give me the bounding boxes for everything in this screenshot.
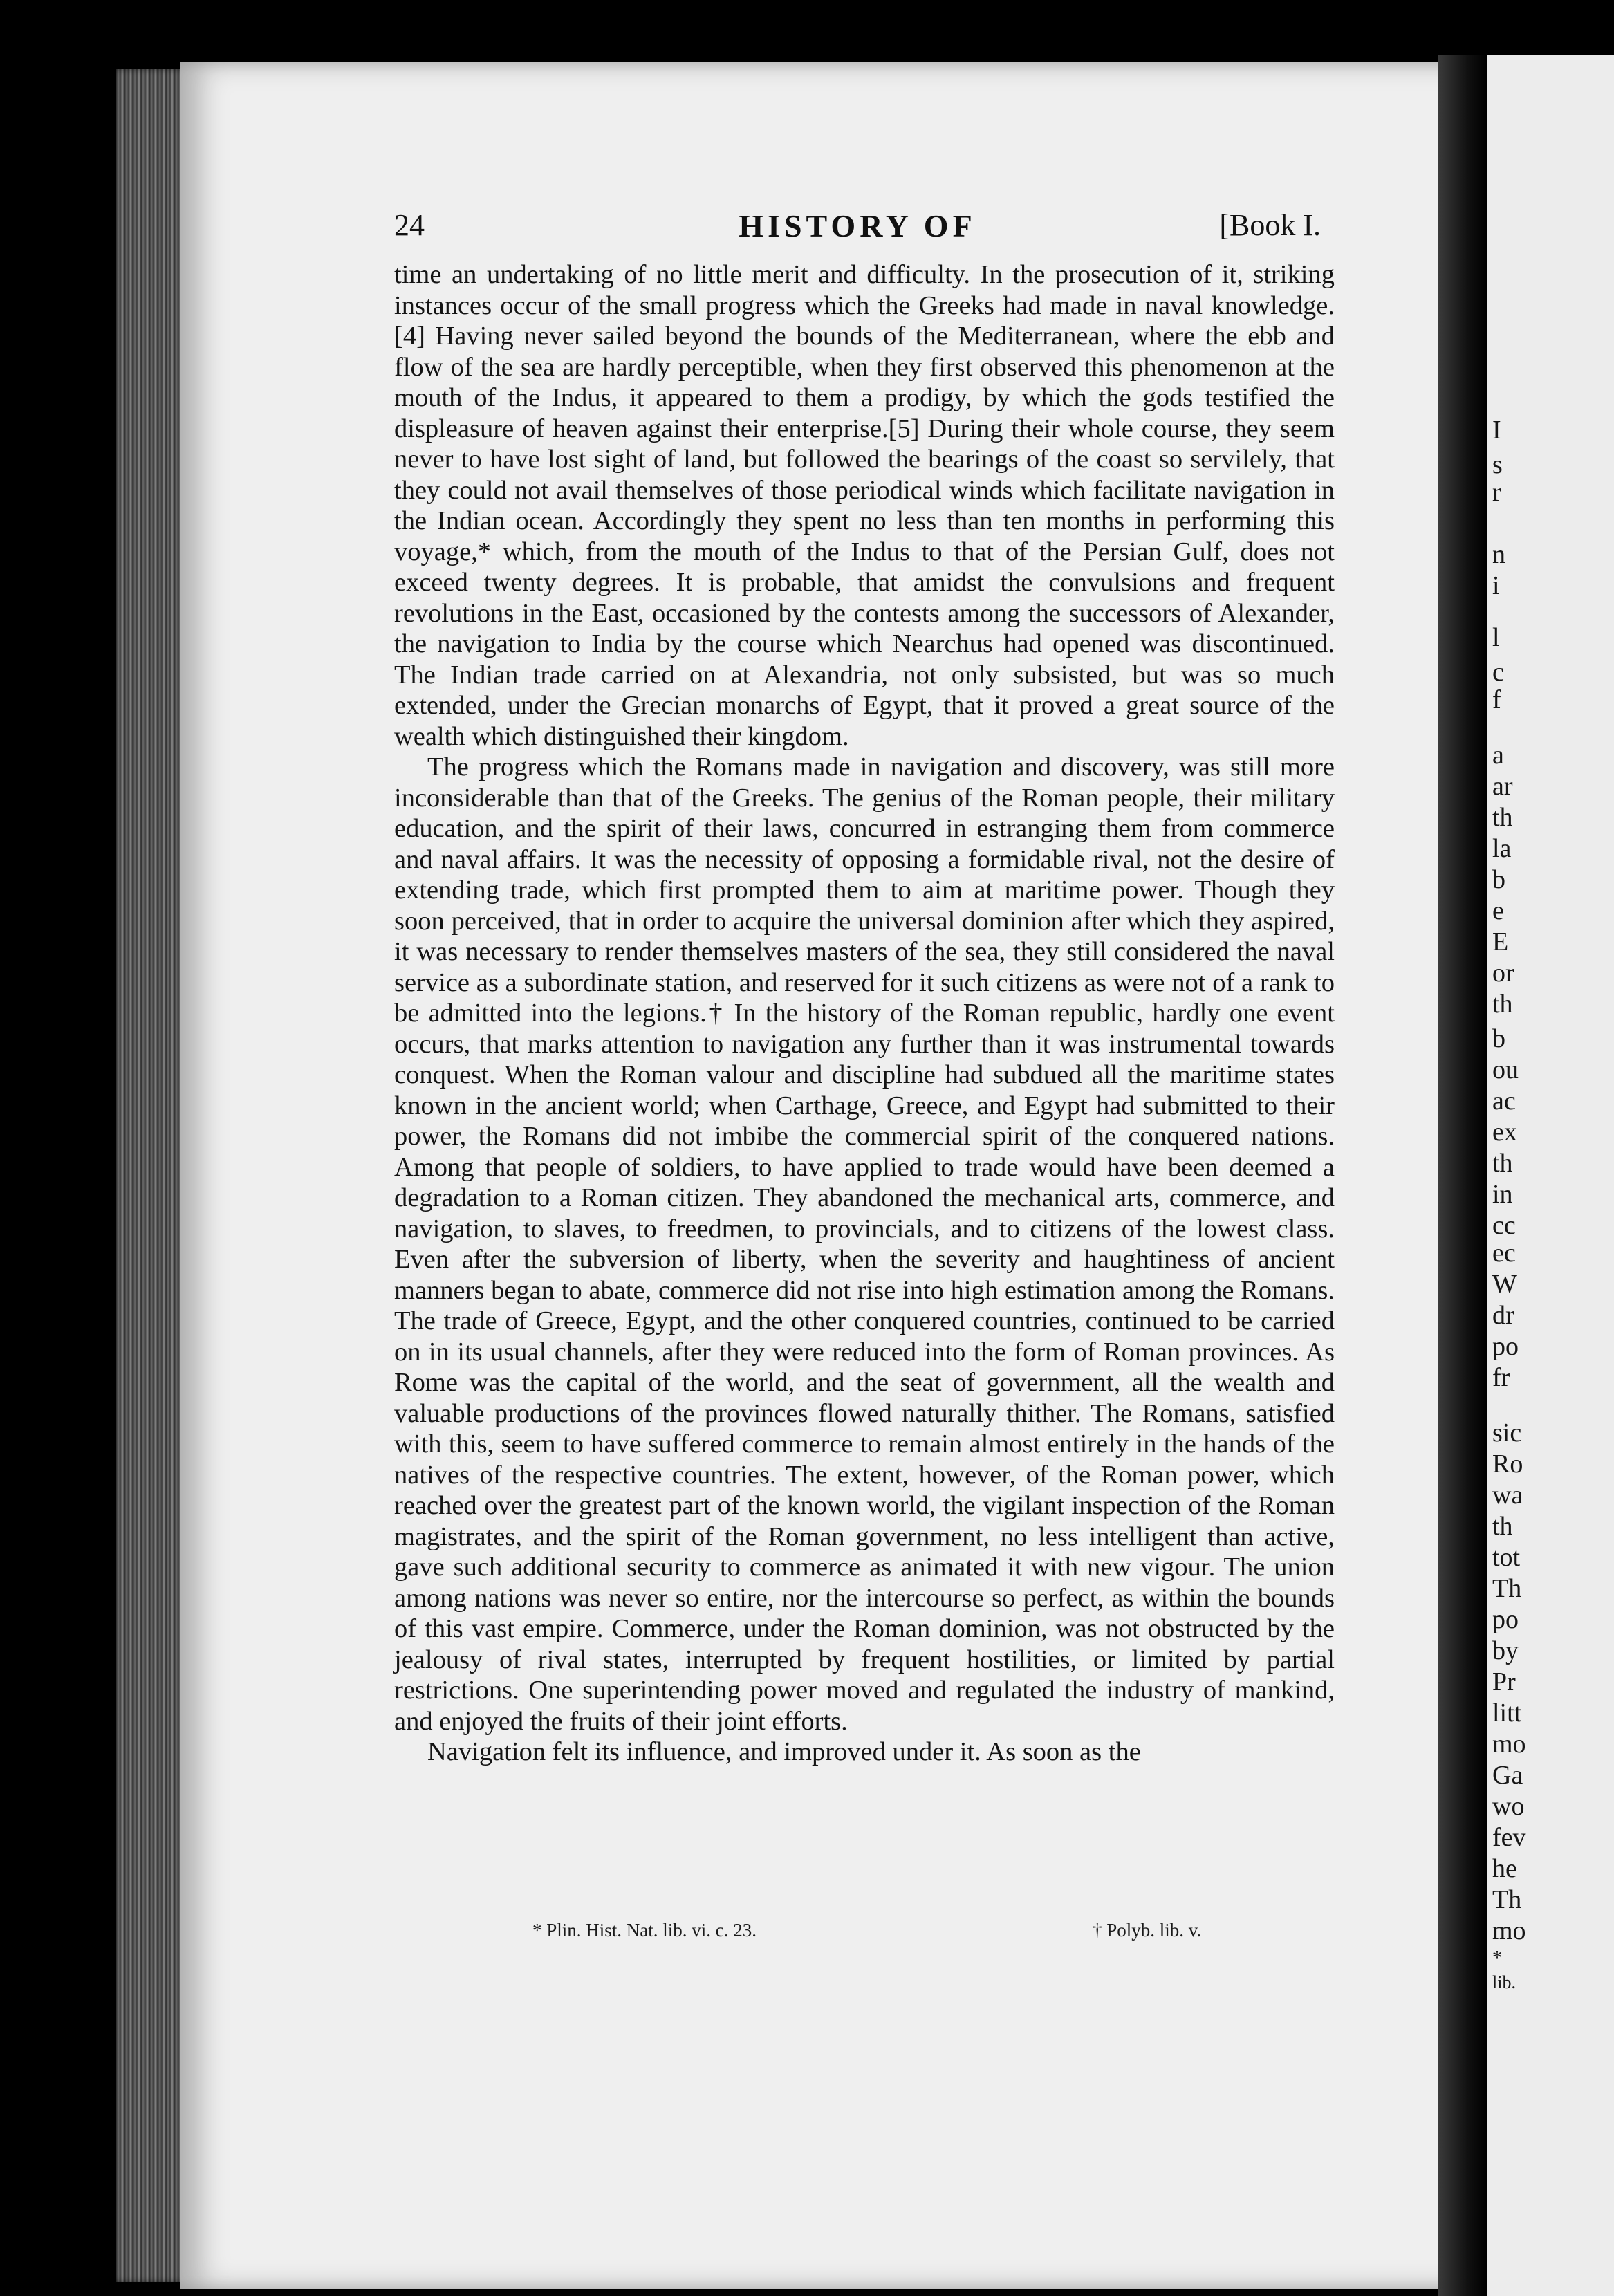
facing-fragment: Pr [1492, 1667, 1516, 1696]
running-head-title: HISTORY OF [739, 208, 976, 243]
facing-fragment: fev [1492, 1823, 1526, 1852]
facing-fragment: th [1492, 1149, 1513, 1178]
facing-fragment: lib. [1492, 1972, 1516, 1992]
facing-fragment: l [1492, 623, 1500, 652]
facing-fragment: r [1492, 478, 1501, 507]
facing-fragment: Ro [1492, 1450, 1523, 1479]
facing-fragment: cc [1492, 1211, 1516, 1240]
facing-fragment: po [1492, 1605, 1519, 1634]
facing-fragment: ec [1492, 1239, 1516, 1268]
facing-fragment: litt [1492, 1698, 1522, 1728]
paragraph: time an undertaking of no little merit and difficulty. In the prosecution of it, striking instances occur of the small progress which the Greeks had made in naval knowledge.[4] Having never sailed beyond the bounds of the Mediterranean, where the ebb and flow of the sea are hardly perceptible, when they first observed this phenomenon at the mouth of the Indus, it appeared to them a prodigy, by which the gods testified the displeasure of heaven against their enterprise.[5] During their whole course, they seem never to have lost sight of land, but followed the bearings of the coast so servilely, that they could not avail themselves of those periodical winds which facilitate navigation in the Indian ocean. Accordingly they spent no less than ten months in performing this voyage,* which, from the mouth of the Indus to that of the Persian Gulf, does not exceed twenty degrees. It is probable, that amidst the convulsions and frequent revolutions in the East, occasioned by the contests among the successors of Alexander, the navigation to India by the course which Nearchus had opened was discontinued. The Indian trade carried on at Alexandria, not only subsisted, but was so much extended, under the Grecian monarchs of Egypt, that it proved a great source of the wealth which distinguished their kingdom. [394, 260, 1335, 751]
facing-fragment: wo [1492, 1792, 1525, 1821]
facing-fragment: mo [1492, 1730, 1526, 1759]
facing-fragment: Ga [1492, 1761, 1523, 1790]
facing-fragment: Th [1492, 1574, 1522, 1603]
facing-fragment: E [1492, 927, 1509, 956]
facing-fragment: * [1492, 1947, 1502, 1969]
page-number: 24 [394, 208, 425, 242]
footnote: * Plin. Hist. Nat. lib. vi. c. 23. [532, 1920, 757, 1941]
facing-fragment: th [1492, 803, 1513, 832]
book-marker: [Book I. [1219, 208, 1321, 242]
facing-fragment: Th [1492, 1885, 1522, 1914]
facing-fragment: th [1492, 1512, 1513, 1541]
facing-fragment: fr [1492, 1363, 1510, 1392]
facing-fragment: ar [1492, 772, 1513, 801]
facing-fragment: tot [1492, 1543, 1521, 1572]
facing-fragment: th [1492, 990, 1513, 1019]
facing-fragment: e [1492, 896, 1504, 925]
facing-fragment: sic [1492, 1418, 1522, 1447]
facing-fragment: dr [1492, 1301, 1514, 1330]
facing-fragment: W [1492, 1270, 1517, 1299]
paragraph: Navigation felt its influence, and improved under it. As soon as the [427, 1737, 1141, 1766]
facing-fragment: i [1492, 571, 1500, 600]
facing-fragment: or [1492, 959, 1514, 988]
facing-fragment: b [1492, 865, 1505, 894]
facing-fragment: s [1492, 450, 1503, 479]
facing-fragment: mo [1492, 1916, 1526, 1945]
facing-fragment: I [1492, 416, 1501, 445]
facing-fragment: ex [1492, 1118, 1517, 1147]
facing-fragment: b [1492, 1024, 1505, 1053]
facing-fragment: he [1492, 1854, 1517, 1883]
facing-fragment: f [1492, 685, 1501, 714]
facing-fragment: ou [1492, 1055, 1519, 1084]
facing-fragment: n [1492, 540, 1505, 569]
facing-fragment: a [1492, 741, 1504, 770]
running-head [394, 207, 1321, 249]
facing-fragment: by [1492, 1636, 1519, 1665]
facing-fragment: la [1492, 834, 1512, 863]
body-text [394, 259, 1335, 1768]
footnotes [394, 1920, 1335, 1954]
facing-fragment: wa [1492, 1481, 1523, 1510]
facing-fragment: in [1492, 1180, 1513, 1209]
facing-fragment: ac [1492, 1086, 1516, 1115]
facing-fragment: po [1492, 1332, 1519, 1361]
facing-fragment: c [1492, 658, 1504, 687]
book-gutter [1438, 55, 1487, 2296]
footnote: † Polyb. lib. v. [1093, 1920, 1202, 1941]
facing-page-edge [1487, 55, 1614, 2296]
paragraph: The progress which the Romans made in navigation and discovery, was still more inconsiderable than that of the Greeks. The genius of the Roman people, their military education, and the spirit of their laws, concurred in estranging them from commerce and naval affairs. It was the necessity of opposing a formidable rival, not the desire of extending trade, which first prompted them to aim at maritime power. Though they soon perceived, that in order to acquire the universal dominion after which they aspired, it was necessary to render themselves masters of the sea, they still considered the naval service as a subordinate station, and reserved for it such citizens as were not of a rank to be admitted into the legions.† In the history of the Roman republic, hardly one event occurs, that marks attention to navigation any further than it was instrumental towards conquest. When the Roman valour and discipline had subdued all the maritime states known in the ancient world; when Carthage, Greece, and Egypt had submitted to their power, the Romans did not imbibe the commercial spirit of the conquered nations. Among that people of soldiers, to have applied to trade would have been deemed a degradation to a Roman citizen. They abandoned the mechanical arts, commerce, and navigation, to slaves, to freedmen, to provincials, and to citizens of the lowest class. Even after the subversion of liberty, when the severity and haughtiness of ancient manners began to abate, commerce did not rise into high estimation among the Romans. The trade of Greece, Egypt, and the other conquered countries, continued to be carried on in its usual channels, after they were reduced into the form of Roman provinces. As Rome was the capital of the world, and the seat of government, all the wealth and valuable productions of the provinces flowed naturally thither. The Romans, satisfied with this, seem to have suffered commerce to remain almost entirely in the hands of the natives of the respective countries. The extent, however, of the Roman power, which reached over the greatest part of the known world, the vigilant inspection of the Roman magistrates, and the spirit of the Roman government, no less intelligent than active, gave such additional security to commerce as animated it with new vigour. The union among nations was never so entire, nor the intercourse so perfect, as within the bounds of this vast empire. Commerce, under the Roman dominion, was not obstructed by the jealousy of rival states, interrupted by frequent hostilities, or limited by partial restrictions. One superintending power moved and regulated the industry of mankind, and enjoyed the fruits of their joint efforts. [394, 752, 1335, 1736]
